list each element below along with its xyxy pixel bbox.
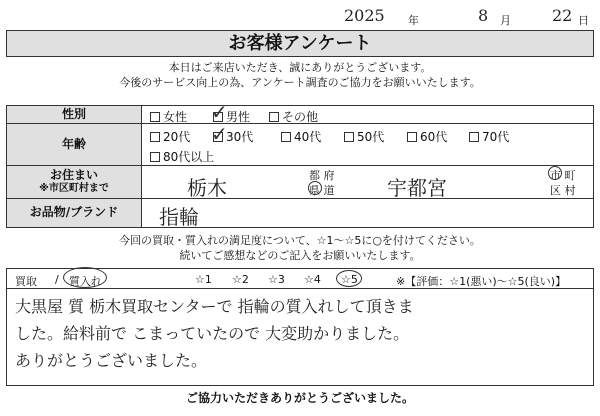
date-year-label: 年 [408,14,419,27]
checkbox[interactable] [407,132,417,142]
city-value[interactable]: 宇都宮 [387,176,447,200]
gender-option-other[interactable]: その他 [269,108,318,125]
selection-circle [308,181,322,195]
age-option-30s[interactable]: 30代 [213,128,253,145]
selection-circle [548,166,562,180]
selection-circle [336,270,362,287]
check-mark-icon: ✓ [211,122,228,146]
date-day: 22 [552,6,573,25]
customer-info-form [6,100,594,229]
city-suffix-top: 市 町 [550,169,576,182]
page-title: お客様アンケート [6,30,594,57]
prefecture-suffix-bottom: 県 道 [309,184,335,197]
comment-line-1: 大黒屋 質 栃木買取センターで 指輪の質入れして頂きま [15,297,414,316]
comment-line-2: した。給料前で こまっていたので 大変助かりました。 [15,324,410,343]
age-option-80plus[interactable]: 80代以上 [150,148,214,165]
item-label: お品物/ブランド [7,199,142,227]
comment-line-3: ありがとうございました。 [15,351,208,370]
age-option-60s[interactable]: 60代 [407,128,447,145]
city-suffix-bottom: 区 村 [550,184,576,197]
checkbox[interactable] [150,152,160,162]
date-month-label: 月 [500,14,511,27]
date-day-label: 日 [578,14,589,27]
prefecture-value[interactable]: 栃木 [187,176,227,200]
age-option-70s[interactable]: 70代 [469,128,509,145]
type-separator: / [55,273,59,286]
checkbox[interactable] [269,112,279,122]
comment-area[interactable] [15,293,587,374]
intro-line-2: 今後のサービス向上の為、アンケート調査のご協力をお願いいたします。 [119,76,481,89]
star-3[interactable]: ☆3 [268,273,285,286]
item-value[interactable]: 指輪 [159,205,199,229]
gender-row [7,100,593,124]
item-row [7,199,593,227]
review-header [7,269,593,289]
date-line [330,4,592,28]
gender-label: 性別 [7,106,142,123]
age-option-40s[interactable]: 40代 [281,128,321,145]
checkbox[interactable] [281,132,291,142]
gender-option-female[interactable]: 女性 [150,108,187,125]
intro-line-1: 本日はご来店いただき、誠にありがとうございます。 [168,61,432,74]
star-2[interactable]: ☆2 [232,273,249,286]
prefecture-suffix-top: 都 府 [309,169,335,182]
address-row [7,166,593,199]
type-pawn[interactable]: 質入れ [69,275,102,288]
checkbox[interactable] [150,112,160,122]
age-option-50s[interactable]: 50代 [344,128,384,145]
satisfaction-line-1: 今回の買取・質入れの満足度について、☆1～☆5に○を付けてください。 [119,234,481,247]
gender-option-male[interactable]: 男性 [213,108,250,125]
checkbox[interactable] [469,132,479,142]
address-label: お住まい [49,168,98,182]
checkbox[interactable] [150,132,160,142]
date-year: 2025 [344,6,385,25]
check-mark-icon: ✓ [211,100,228,124]
address-sublabel: ※市区町村まで [39,183,109,194]
star-1[interactable]: ☆1 [195,273,212,286]
age-row [7,124,593,166]
satisfaction-line-2: 続いてご感想などのご記入をお願いいたします。 [179,249,421,262]
type-buy[interactable]: 買取 [15,275,37,288]
date-month: 8 [478,6,489,25]
star-5[interactable]: ☆5 [341,273,358,286]
star-4[interactable]: ☆4 [304,273,321,286]
checkbox[interactable] [344,132,354,142]
footer-thanks: ご協力いただきありがとうございました。 [185,391,414,405]
age-label: 年齢 [7,124,142,165]
age-option-20s[interactable]: 20代 [150,128,190,145]
review-box [6,268,594,386]
selection-circle [63,267,107,288]
intro-text [6,60,594,90]
rating-note: ※【評価：☆1(悪い)～☆5(良い)】 [396,275,567,288]
satisfaction-instructions [6,233,594,263]
address-label-cell [7,166,142,198]
